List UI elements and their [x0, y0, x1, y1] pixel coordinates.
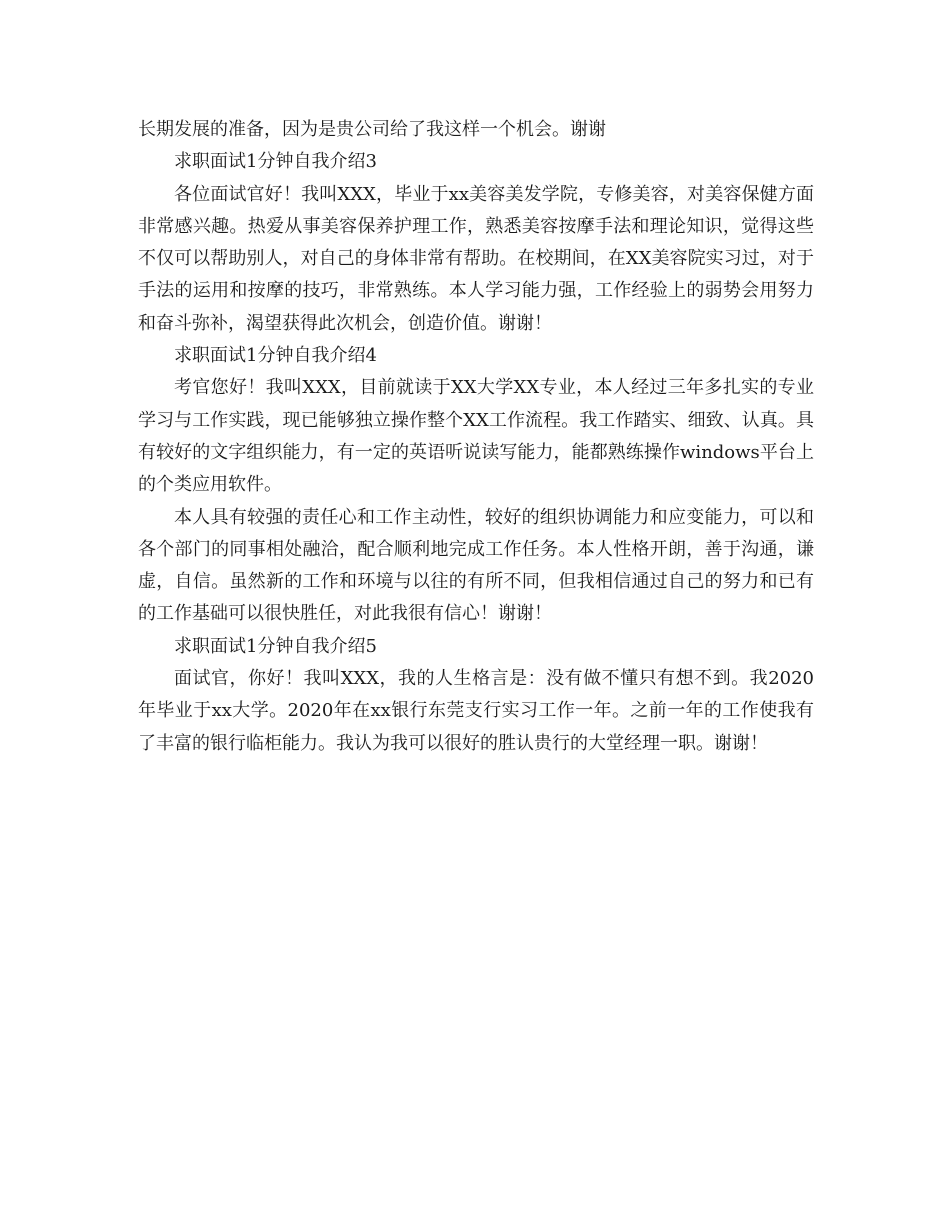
paragraph-intro-5: 面试官，你好！我叫XXX，我的人生格言是：没有做不懂只有想不到。我2020年毕业于xx大学。2020年在xx银行东莞支行实习工作一年。之前一年的工作使我有了丰富的银行临柜能力。我认为我可以很好的胜认贵行的大堂经理一职。谢谢！ [138, 668, 814, 754]
paragraph-intro-3: 各位面试官好！我叫XXX，毕业于xx美容美发学院，专修美容，对美容保健方面非常感兴趣。热爱从事美容保养护理工作，熟悉美容按摩手法和理论知识，觉得这些不仅可以帮助别人，对自己的身体非常有帮助。在校期间，在XX美容院实习过，对于手法的运用和按摩的技巧，非常熟练。本人学习能力强，工作经验上的弱势会用努力和奋斗弥补，渴望获得此次机会，创造价值。谢谢！ [138, 183, 814, 334]
document-body [138, 114, 814, 760]
section-heading-4: 求职面试1分钟自我介绍4 [174, 345, 377, 367]
paragraph-continuation: 长期发展的准备，因为是贵公司给了我这样一个机会。谢谢 [138, 119, 606, 140]
section-heading-5: 求职面试1分钟自我介绍5 [174, 635, 377, 657]
section-heading-3: 求职面试1分钟自我介绍3 [174, 151, 377, 173]
paragraph-intro-4a: 考官您好！我叫XXX，目前就读于XX大学XX专业，本人经过三年多扎实的专业学习与工作实践，现已能够独立操作整个XX工作流程。我工作踏实、细致、认真。具有较好的文字组织能力，有一定的英语听说读写能力，能都熟练操作windows平台上的个类应用软件。 [138, 377, 814, 496]
paragraph-intro-4b: 本人具有较强的责任心和工作主动性，较好的组织协调能力和应变能力，可以和各个部门的同事相处融洽，配合顺利地完成工作任务。本人性格开朗，善于沟通，谦虚，自信。虽然新的工作和环境与以往的有所不同，但我相信通过自己的努力和已有的工作基础可以很快胜任，对此我很有信心！谢谢！ [138, 506, 814, 625]
